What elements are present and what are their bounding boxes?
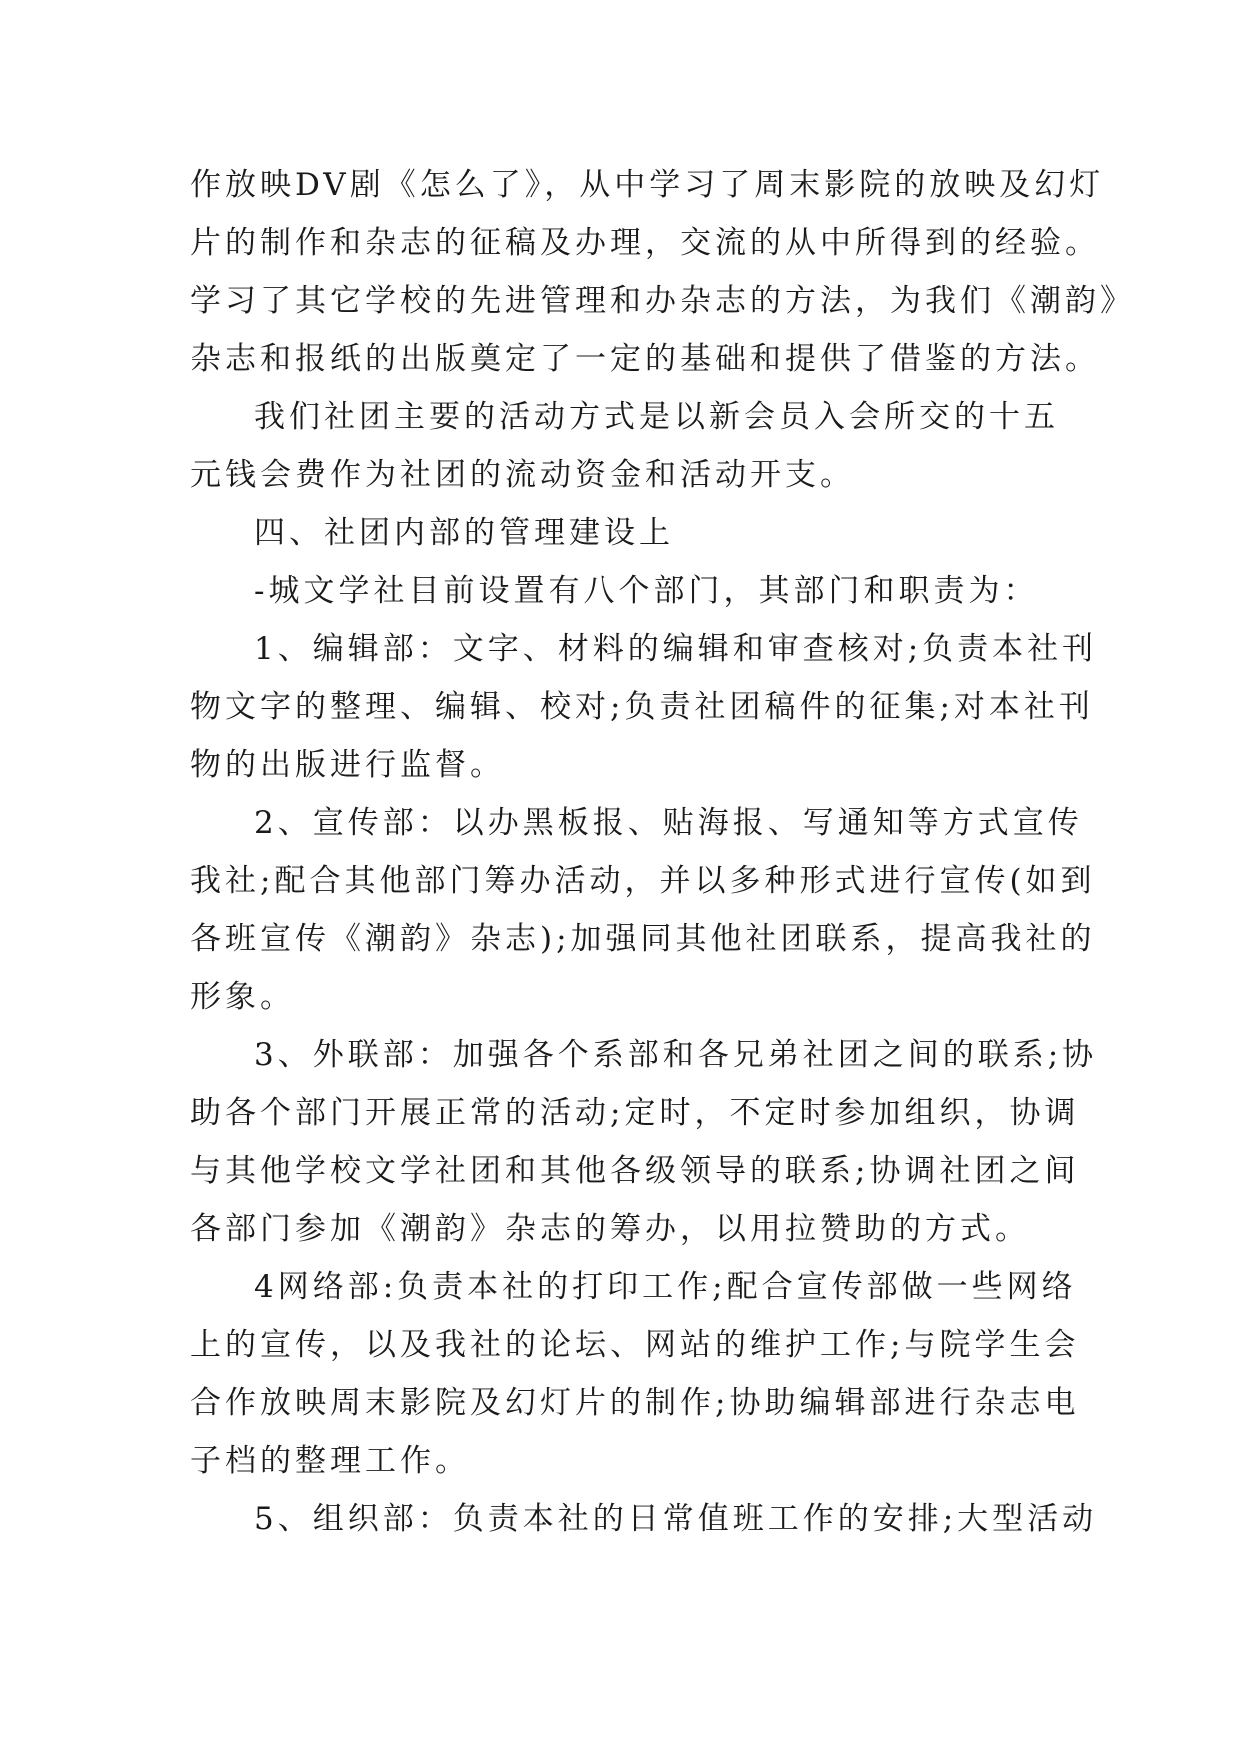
text-line: 4网络部:负责本社的打印工作;配合宣传部做一些网络 (254, 1269, 1077, 1305)
body-text (190, 156, 1135, 1548)
text-line: 2、宣传部：以办黑板报、贴海报、写通知等方式宣传 (254, 805, 1083, 841)
text-line: 1、编辑部：文字、材料的编辑和审查核对;负责本社刊 (254, 631, 1098, 667)
text-line: 物文字的整理、编辑、校对;负责社团稿件的征集;对本社刊 (190, 689, 1094, 725)
text-line: 我社;配合其他部门筹办活动，并以多种形式进行宣传(如到 (190, 863, 1096, 899)
section-heading: 四、社团内部的管理建设上 (254, 515, 674, 551)
text-line: 杂志和报纸的出版奠定了一定的基础和提供了借鉴的方法。 (190, 341, 1100, 377)
text-line: 作放映DV剧《怎么了》，从中学习了周末影院的放映及幻灯 (190, 167, 1105, 203)
text-line: 我们社团主要的活动方式是以新会员入会所交的十五 (254, 399, 1059, 435)
text-line: 学习了其它学校的先进管理和办杂志的方法，为我们《潮韵》 (190, 283, 1135, 319)
text-line: 合作放映周末影院及幻灯片的制作;协助编辑部进行杂志电 (190, 1385, 1080, 1421)
text-line: 5、组织部：负责本社的日常值班工作的安排;大型活动 (254, 1501, 1098, 1537)
text-line: 各班宣传《潮韵》杂志);加强同其他社团联系，提高我社的 (190, 921, 1096, 957)
text-line: 片的制作和杂志的征稿及办理，交流的从中所得到的经验。 (190, 225, 1100, 261)
text-line: -城文学社目前设置有八个部门，其部门和职责为： (254, 573, 1039, 609)
text-line: 子档的整理工作。 (190, 1443, 470, 1479)
text-line: 形象。 (190, 979, 295, 1015)
text-line: 3、外联部：加强各个系部和各兄弟社团之间的联系;协 (254, 1037, 1098, 1073)
text-line: 物的出版进行监督。 (190, 747, 505, 783)
text-line: 与其他学校文学社团和其他各级领导的联系;协调社团之间 (190, 1153, 1080, 1189)
text-line: 元钱会费作为社团的流动资金和活动开支。 (190, 457, 855, 493)
text-line: 各部门参加《潮韵》杂志的筹办，以用拉赞助的方式。 (190, 1211, 1030, 1247)
text-line: 上的宣传，以及我社的论坛、网站的维护工作;与院学生会 (190, 1327, 1080, 1363)
text-line: 助各个部门开展正常的活动;定时，不定时参加组织，协调 (190, 1095, 1080, 1131)
